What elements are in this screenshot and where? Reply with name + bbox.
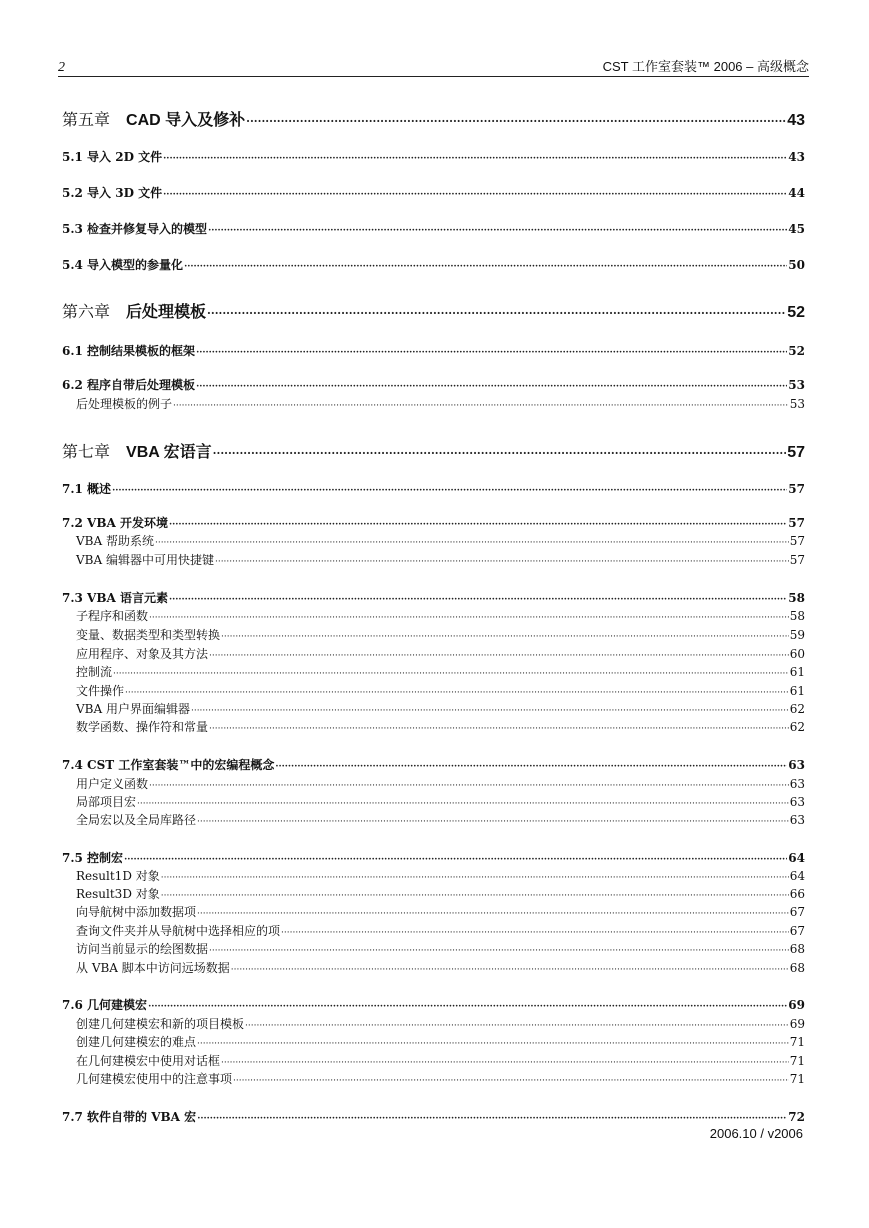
toc-title: VBA 用户界面编辑器 bbox=[76, 702, 190, 716]
toc-page-number: 68 bbox=[789, 961, 805, 975]
toc-title: 5.4 导入模型的参量化 bbox=[62, 258, 184, 272]
toc-section[interactable] bbox=[62, 756, 805, 773]
toc-subsection[interactable] bbox=[76, 793, 805, 810]
toc-subsection[interactable] bbox=[76, 1070, 805, 1087]
dot-leader bbox=[221, 632, 789, 642]
toc-page-number: 63 bbox=[789, 795, 805, 809]
toc-page-number: 61 bbox=[789, 665, 805, 679]
toc-title: 创建几何建模宏和新的项目模板 bbox=[76, 1017, 245, 1031]
toc-page-number: 53 bbox=[789, 397, 805, 411]
toc-chapter[interactable] bbox=[62, 439, 805, 462]
dot-leader bbox=[163, 154, 787, 164]
toc-page-number: 62 bbox=[789, 720, 805, 734]
dot-leader bbox=[113, 669, 789, 679]
dot-leader bbox=[231, 965, 789, 975]
toc-title: 创建几何建模宏的难点 bbox=[76, 1035, 197, 1049]
toc-subsection[interactable] bbox=[76, 903, 805, 920]
toc-section[interactable] bbox=[62, 342, 805, 359]
toc-page-number: 67 bbox=[789, 905, 805, 919]
dot-leader bbox=[246, 115, 786, 128]
toc-page-number: 57 bbox=[788, 516, 805, 530]
toc-title: VBA 编辑器中可用快捷键 bbox=[76, 553, 214, 567]
dot-leader bbox=[207, 307, 786, 320]
toc-title: 7.2 VBA 开发环境 bbox=[62, 516, 168, 530]
toc-subsection[interactable] bbox=[76, 551, 805, 568]
dot-leader bbox=[197, 1039, 789, 1049]
toc-section[interactable] bbox=[62, 849, 805, 866]
toc-title: 7.5 控制宏 bbox=[62, 851, 124, 865]
dot-leader bbox=[197, 817, 789, 827]
toc-chapter[interactable] bbox=[62, 107, 805, 130]
toc-page-number: 45 bbox=[788, 222, 805, 236]
toc-section[interactable] bbox=[62, 514, 805, 531]
toc-page-number: 69 bbox=[788, 998, 805, 1012]
toc-title bbox=[62, 439, 212, 462]
toc-page-number: 57 bbox=[789, 553, 805, 567]
toc-title: 控制流 bbox=[76, 665, 113, 679]
toc-section[interactable] bbox=[62, 184, 805, 201]
dot-leader bbox=[155, 538, 789, 548]
chapter-label: 第五章 bbox=[62, 110, 111, 129]
toc-subsection[interactable] bbox=[76, 959, 805, 976]
toc-page-number: 53 bbox=[788, 378, 805, 392]
toc-subsection[interactable] bbox=[76, 940, 805, 957]
toc-page-number: 58 bbox=[789, 609, 805, 623]
dot-leader bbox=[169, 520, 787, 530]
footer-version: 2006.10 / v2006 bbox=[709, 1126, 803, 1141]
toc-title: 7.4 CST 工作室套装™中的宏编程概念 bbox=[62, 758, 275, 772]
toc-title: 查询文件夹并从导航树中选择相应的项 bbox=[76, 924, 281, 938]
toc-page-number: 57 bbox=[788, 482, 805, 496]
dot-leader bbox=[149, 613, 789, 623]
dot-leader bbox=[124, 855, 787, 865]
dot-leader bbox=[191, 706, 789, 716]
toc-page-number: 58 bbox=[788, 591, 805, 605]
toc-title: 7.3 VBA 语言元素 bbox=[62, 591, 168, 605]
toc-page-number: 71 bbox=[789, 1054, 805, 1068]
dot-leader bbox=[125, 688, 789, 698]
toc-page-number: 71 bbox=[789, 1035, 805, 1049]
toc-page-number: 50 bbox=[788, 258, 805, 272]
dot-leader bbox=[208, 226, 787, 236]
dot-leader bbox=[213, 447, 787, 460]
toc-page-number: 69 bbox=[789, 1017, 805, 1031]
toc-section[interactable] bbox=[62, 148, 805, 165]
dot-leader bbox=[196, 382, 787, 392]
toc-page-number: 61 bbox=[789, 684, 805, 698]
toc-subsection[interactable] bbox=[76, 700, 805, 717]
toc-title: 从 VBA 脚本中访问远场数据 bbox=[76, 961, 230, 975]
toc-chapter[interactable] bbox=[62, 299, 805, 322]
toc-page-number: 43 bbox=[787, 112, 805, 129]
dot-leader bbox=[197, 909, 789, 919]
dot-leader bbox=[149, 781, 789, 791]
toc-page-number: 63 bbox=[788, 758, 805, 772]
toc-title: Result3D 对象 bbox=[76, 887, 160, 901]
toc-section[interactable] bbox=[62, 1108, 805, 1125]
dot-leader bbox=[245, 1021, 789, 1031]
dot-leader bbox=[173, 401, 789, 411]
dot-leader bbox=[275, 762, 787, 772]
page-header bbox=[58, 52, 809, 77]
toc-page-number: 62 bbox=[789, 702, 805, 716]
dot-leader bbox=[209, 724, 789, 734]
dot-leader bbox=[161, 891, 789, 901]
dot-leader bbox=[169, 595, 787, 605]
chapter-title: VBA 宏语言 bbox=[126, 444, 212, 461]
toc-title: 数学函数、操作符和常量 bbox=[76, 720, 209, 734]
dot-leader bbox=[221, 1058, 789, 1068]
toc-page-number: 64 bbox=[789, 869, 805, 883]
toc-section[interactable] bbox=[62, 589, 805, 606]
toc-subsection[interactable] bbox=[76, 867, 805, 884]
dot-leader bbox=[209, 946, 789, 956]
toc-title: 几何建模宏使用中的注意事项 bbox=[76, 1072, 233, 1086]
toc-page-number: 68 bbox=[789, 942, 805, 956]
toc-subsection[interactable] bbox=[76, 645, 805, 662]
dot-leader bbox=[137, 799, 789, 809]
toc-title: 6.2 程序自带后处理模板 bbox=[62, 378, 196, 392]
chapter-title: CAD 导入及修补 bbox=[126, 112, 246, 129]
toc-title bbox=[62, 107, 245, 130]
toc-subsection[interactable] bbox=[76, 532, 805, 549]
dot-leader bbox=[233, 1076, 789, 1086]
toc-page-number: 63 bbox=[789, 813, 805, 827]
toc-title: 访问当前显示的绘图数据 bbox=[76, 942, 209, 956]
dot-leader bbox=[148, 1002, 787, 1012]
toc-section[interactable] bbox=[62, 220, 805, 237]
toc-subsection[interactable] bbox=[76, 885, 805, 902]
toc-title: 变量、数据类型和类型转换 bbox=[76, 628, 221, 642]
running-title: CST 工作室套装™ 2006 – 高级概念 bbox=[602, 59, 809, 74]
dot-leader bbox=[184, 262, 787, 272]
toc-title: 文件操作 bbox=[76, 684, 125, 698]
toc-subsection[interactable] bbox=[76, 1052, 805, 1069]
chapter-label: 第七章 bbox=[62, 442, 111, 461]
toc-title: 7.6 几何建模宏 bbox=[62, 998, 148, 1012]
toc-subsection[interactable] bbox=[76, 682, 805, 699]
toc-section[interactable] bbox=[62, 480, 805, 497]
toc-subsection[interactable] bbox=[76, 395, 805, 412]
toc-section[interactable] bbox=[62, 996, 805, 1013]
dot-leader bbox=[209, 651, 789, 661]
toc-page-number: 59 bbox=[789, 628, 805, 642]
toc-subsection[interactable] bbox=[76, 626, 805, 643]
toc-title: 后处理模板的例子 bbox=[76, 397, 173, 411]
dot-leader bbox=[163, 190, 787, 200]
toc-title: 应用程序、对象及其方法 bbox=[76, 647, 209, 661]
toc-page-number: 44 bbox=[788, 186, 805, 200]
toc-page-number: 60 bbox=[789, 647, 805, 661]
toc-subsection[interactable] bbox=[76, 663, 805, 680]
dot-leader bbox=[112, 486, 787, 496]
toc-page-number: 71 bbox=[789, 1072, 805, 1086]
toc-subsection[interactable] bbox=[76, 1033, 805, 1050]
dot-leader bbox=[197, 1114, 787, 1124]
toc-page-number: 52 bbox=[787, 304, 805, 321]
toc-page-number: 57 bbox=[787, 444, 805, 461]
toc-title: VBA 帮助系统 bbox=[76, 534, 154, 548]
toc-page-number: 43 bbox=[788, 150, 805, 164]
toc-page-number: 66 bbox=[789, 887, 805, 901]
toc-title: Result1D 对象 bbox=[76, 869, 160, 883]
toc-title bbox=[62, 299, 206, 322]
toc-page-number: 64 bbox=[788, 851, 805, 865]
toc-title: 在几何建模宏中使用对话框 bbox=[76, 1054, 221, 1068]
toc-title: 7.1 概述 bbox=[62, 482, 112, 496]
toc-subsection[interactable] bbox=[76, 922, 805, 939]
toc-page-number: 72 bbox=[788, 1110, 805, 1124]
chapter-label: 第六章 bbox=[62, 302, 111, 321]
toc-subsection[interactable] bbox=[76, 607, 805, 624]
toc-section[interactable] bbox=[62, 376, 805, 393]
chapter-title: 后处理模板 bbox=[126, 304, 207, 321]
toc-page-number: 63 bbox=[789, 777, 805, 791]
toc-page-number: 67 bbox=[789, 924, 805, 938]
dot-leader bbox=[215, 557, 789, 567]
toc-title: 全局宏以及全局库路径 bbox=[76, 813, 197, 827]
toc-subsection[interactable] bbox=[76, 811, 805, 828]
toc-subsection[interactable] bbox=[76, 1015, 805, 1032]
toc-title: 5.2 导入 3D 文件 bbox=[62, 186, 163, 200]
toc-title: 子程序和函数 bbox=[76, 609, 149, 623]
dot-leader bbox=[196, 348, 787, 358]
toc-title: 5.1 导入 2D 文件 bbox=[62, 150, 163, 164]
toc-title: 7.7 软件自带的 VBA 宏 bbox=[62, 1110, 197, 1124]
dot-leader bbox=[161, 873, 789, 883]
toc-subsection[interactable] bbox=[76, 718, 805, 735]
toc-title: 局部项目宏 bbox=[76, 795, 137, 809]
toc-section[interactable] bbox=[62, 256, 805, 273]
toc-title: 向导航树中添加数据项 bbox=[76, 905, 197, 919]
toc-title: 5.3 检查并修复导入的模型 bbox=[62, 222, 208, 236]
toc-page-number: 52 bbox=[788, 344, 805, 358]
page-number: 2 bbox=[58, 60, 65, 75]
dot-leader bbox=[281, 928, 789, 938]
toc-title: 6.1 控制结果模板的框架 bbox=[62, 344, 196, 358]
toc-title: 用户定义函数 bbox=[76, 777, 149, 791]
toc-page-number: 57 bbox=[789, 534, 805, 548]
toc-subsection[interactable] bbox=[76, 775, 805, 792]
